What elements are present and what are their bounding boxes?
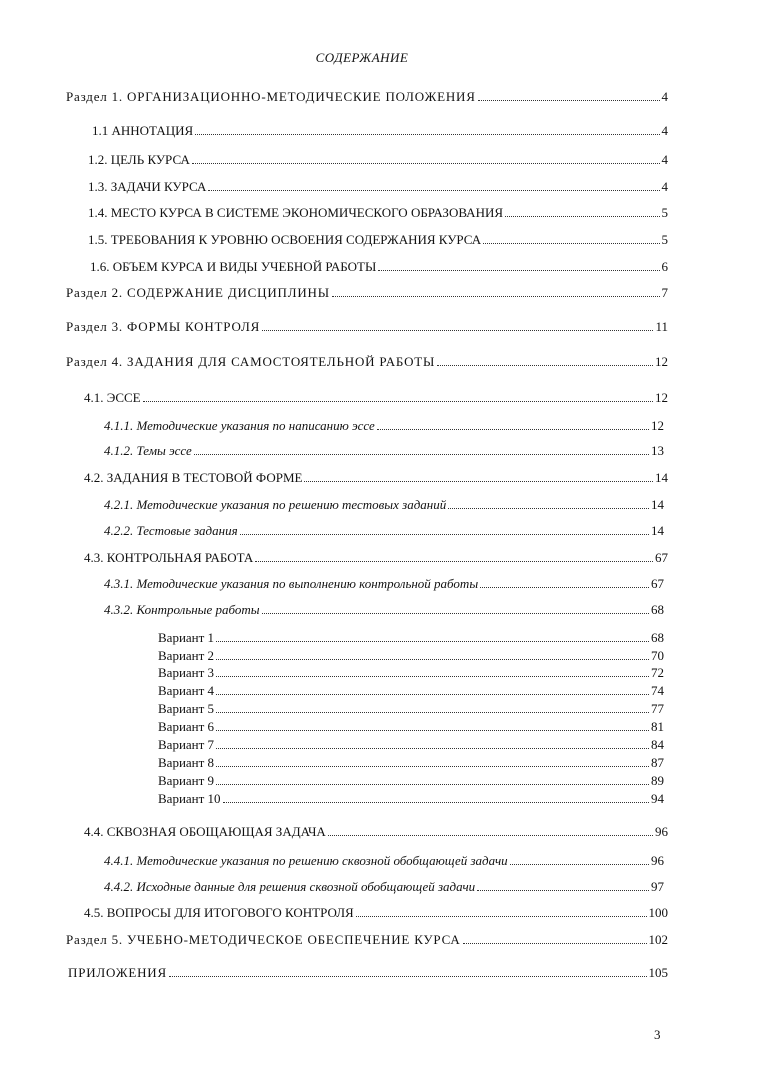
toc-entry-label: Раздел 1. ОРГАНИЗАЦИОННО-МЕТОДИЧЕСКИЕ ПОЛОЖЕНИЯ bbox=[66, 89, 476, 104]
toc-entry[interactable] bbox=[84, 904, 668, 922]
dot-leader bbox=[143, 389, 653, 402]
dot-leader bbox=[216, 772, 649, 785]
toc-entry-label: Раздел 4. ЗАДАНИЯ ДЛЯ САМОСТОЯТЕЛЬНОЙ РАБОТЫ bbox=[66, 354, 436, 369]
toc-entry-label: 4.4.1. Методические указания по решению сквозной обобщающей задачи bbox=[104, 853, 508, 868]
toc-entry-label: Вариант 4 bbox=[158, 683, 215, 698]
toc-entry-page: 4 bbox=[661, 89, 668, 104]
toc-entry-page: 84 bbox=[651, 737, 664, 752]
toc-entry[interactable] bbox=[104, 417, 664, 435]
toc-entry-label: Раздел 3. ФОРМЫ КОНТРОЛЯ bbox=[66, 319, 261, 334]
toc-entry[interactable] bbox=[66, 318, 668, 336]
toc-entry-label: 4.3. КОНТРОЛЬНАЯ РАБОТА bbox=[84, 550, 254, 565]
toc-entry-page: 5 bbox=[661, 205, 668, 220]
toc-entry[interactable] bbox=[88, 204, 668, 222]
toc-entry-label: Вариант 5 bbox=[158, 701, 215, 716]
toc-entry[interactable] bbox=[66, 353, 668, 371]
dot-leader bbox=[216, 664, 649, 677]
toc-entry-page: 100 bbox=[648, 905, 668, 920]
dot-leader bbox=[505, 204, 659, 217]
toc-entry[interactable] bbox=[104, 522, 664, 540]
toc-entry-label: 4.1. ЭССЕ bbox=[84, 390, 141, 405]
toc-entry[interactable] bbox=[104, 852, 664, 870]
dot-leader bbox=[332, 284, 660, 297]
toc-entry-page: 96 bbox=[655, 824, 668, 839]
toc-variant-entry[interactable] bbox=[158, 664, 664, 682]
toc-entry-page: 70 bbox=[651, 648, 664, 663]
toc-entry-page: 4 bbox=[661, 152, 668, 167]
toc-entry-page: 14 bbox=[651, 497, 664, 512]
toc-entry-page: 89 bbox=[651, 773, 664, 788]
toc-entry-label: Вариант 1 bbox=[158, 630, 215, 645]
dot-leader bbox=[223, 790, 649, 803]
toc-variant-entry[interactable] bbox=[158, 682, 664, 700]
toc-entry-label: Вариант 3 bbox=[158, 665, 215, 680]
page-number: 3 bbox=[654, 1027, 661, 1042]
toc-entry-label: 1.6. ОБЪЕМ КУРСА И ВИДЫ УЧЕБНОЙ РАБОТЫ bbox=[90, 259, 377, 274]
toc-entry[interactable] bbox=[88, 231, 668, 249]
toc-variant-entry[interactable] bbox=[158, 736, 664, 754]
dot-leader bbox=[240, 522, 649, 535]
toc-entry-page: 68 bbox=[651, 602, 664, 617]
dot-leader bbox=[216, 647, 649, 660]
toc-entry-label: 4.3.1. Методические указания по выполнению контрольной работы bbox=[104, 576, 479, 591]
toc-entry-page: 77 bbox=[651, 701, 664, 716]
toc-entry-page: 11 bbox=[655, 319, 668, 334]
toc-entry[interactable] bbox=[66, 931, 668, 949]
toc-variant-entry[interactable] bbox=[158, 700, 664, 718]
toc-entry-label: Вариант 10 bbox=[158, 791, 221, 806]
toc-entry-label: 1.3. ЗАДАЧИ КУРСА bbox=[88, 179, 207, 194]
toc-entry-page: 13 bbox=[651, 443, 664, 458]
toc-entry-label: Вариант 8 bbox=[158, 755, 215, 770]
toc-entry[interactable] bbox=[104, 601, 664, 619]
dot-leader bbox=[377, 417, 649, 430]
toc-entry-page: 81 bbox=[651, 719, 664, 734]
toc-entry-label: 4.2.2. Тестовые задания bbox=[104, 523, 238, 538]
dot-leader bbox=[478, 88, 660, 101]
toc-variant-entry[interactable] bbox=[158, 772, 664, 790]
toc-entry-label: 4.3.2. Контрольные работы bbox=[104, 602, 260, 617]
toc-entry-page: 67 bbox=[651, 576, 664, 591]
dot-leader bbox=[304, 469, 653, 482]
toc-entry-page: 97 bbox=[651, 879, 664, 894]
toc-entry-page: 12 bbox=[655, 354, 668, 369]
dot-leader bbox=[169, 964, 647, 977]
toc-entry[interactable] bbox=[90, 258, 668, 276]
dot-leader bbox=[378, 258, 659, 271]
dot-leader bbox=[463, 931, 647, 944]
dot-leader bbox=[477, 878, 649, 891]
toc-entry-page: 4 bbox=[661, 179, 668, 194]
dot-leader bbox=[448, 496, 649, 509]
dot-leader bbox=[437, 353, 653, 366]
toc-entry-page: 72 bbox=[651, 665, 664, 680]
toc-entry-label: 4.1.1. Методические указания по написанию эссе bbox=[104, 418, 375, 433]
dot-leader bbox=[216, 700, 649, 713]
toc-variant-entry[interactable] bbox=[158, 790, 664, 808]
dot-leader bbox=[216, 682, 649, 695]
toc-entry-label: 4.4. СКВОЗНАЯ ОБОЩАЮЩАЯ ЗАДАЧА bbox=[84, 824, 326, 839]
toc-entry-label: Раздел 5. УЧЕБНО-МЕТОДИЧЕСКОЕ ОБЕСПЕЧЕНИЕ КУРСА bbox=[66, 932, 461, 947]
toc-entry[interactable] bbox=[84, 549, 668, 567]
toc-entry-page: 12 bbox=[651, 418, 664, 433]
dot-leader bbox=[328, 823, 653, 836]
toc-entry-label: ПРИЛОЖЕНИЯ bbox=[68, 965, 167, 980]
toc-entry-page: 96 bbox=[651, 853, 664, 868]
dot-leader bbox=[262, 601, 649, 614]
dot-leader bbox=[262, 318, 653, 331]
toc-entry-page: 67 bbox=[655, 550, 668, 565]
toc-entry-label: 4.2. ЗАДАНИЯ В ТЕСТОВОЙ ФОРМЕ bbox=[84, 470, 303, 485]
toc-entry-page: 5 bbox=[661, 232, 668, 247]
dot-leader bbox=[216, 718, 649, 731]
toc-variant-entry[interactable] bbox=[158, 718, 664, 736]
toc-entry-page: 68 bbox=[651, 630, 664, 645]
toc-entry-label: Вариант 2 bbox=[158, 648, 215, 663]
toc-entry-page: 87 bbox=[651, 755, 664, 770]
dot-leader bbox=[195, 122, 659, 135]
dot-leader bbox=[192, 151, 660, 164]
toc-entry[interactable] bbox=[84, 389, 668, 407]
toc-variant-entry[interactable] bbox=[158, 754, 664, 772]
toc-entry-label: Вариант 6 bbox=[158, 719, 215, 734]
toc-entry[interactable] bbox=[84, 823, 668, 841]
toc-entry[interactable] bbox=[66, 284, 668, 302]
toc-entry-label: 4.1.2. Темы эссе bbox=[104, 443, 192, 458]
dot-leader bbox=[510, 852, 649, 865]
toc-entry-page: 105 bbox=[648, 965, 668, 980]
toc-entry-label: 1.5. ТРЕБОВАНИЯ К УРОВНЮ ОСВОЕНИЯ СОДЕРЖАНИЯ КУРСА bbox=[88, 232, 482, 247]
dot-leader bbox=[208, 178, 659, 191]
toc-entry-label: Раздел 2. СОДЕРЖАНИЕ ДИСЦИПЛИНЫ bbox=[66, 285, 330, 300]
toc-entry[interactable] bbox=[92, 122, 668, 140]
dot-leader bbox=[255, 549, 653, 562]
toc-entry-page: 94 bbox=[651, 791, 664, 806]
toc-entry-page: 14 bbox=[651, 523, 664, 538]
toc-entry-page: 7 bbox=[661, 285, 668, 300]
dot-leader bbox=[216, 736, 649, 749]
toc-entry-label: 1.2. ЦЕЛЬ КУРСА bbox=[88, 152, 190, 167]
toc-entry[interactable] bbox=[88, 178, 668, 196]
toc-entry-label: 1.4. МЕСТО КУРСА В СИСТЕМЕ ЭКОНОМИЧЕСКОГО ОБРАЗОВАНИЯ bbox=[88, 205, 504, 220]
toc-entry[interactable] bbox=[104, 496, 664, 514]
toc-variant-entry[interactable] bbox=[158, 629, 664, 647]
toc-entry[interactable] bbox=[66, 88, 668, 106]
toc-entry-page: 74 bbox=[651, 683, 664, 698]
toc-entry[interactable] bbox=[104, 878, 664, 896]
toc-entry-label: 4.5. ВОПРОСЫ ДЛЯ ИТОГОВОГО КОНТРОЛЯ bbox=[84, 905, 354, 920]
toc-entry-page: 12 bbox=[655, 390, 668, 405]
toc-variant-entry[interactable] bbox=[158, 647, 664, 665]
dot-leader bbox=[216, 629, 649, 642]
toc-entry-page: 4 bbox=[661, 123, 668, 138]
dot-leader bbox=[356, 904, 647, 917]
toc-entry-label: Вариант 7 bbox=[158, 737, 215, 752]
toc-entry-page: 14 bbox=[655, 470, 668, 485]
toc-entry[interactable] bbox=[84, 469, 668, 487]
toc-entry-label: 1.1 АННОТАЦИЯ bbox=[92, 123, 194, 138]
toc-entry-label: Вариант 9 bbox=[158, 773, 215, 788]
dot-leader bbox=[216, 754, 649, 767]
dot-leader bbox=[483, 231, 659, 244]
page-title: СОДЕРЖАНИЕ bbox=[315, 50, 409, 65]
toc-entry[interactable] bbox=[104, 442, 664, 460]
toc-entry-page: 102 bbox=[648, 932, 668, 947]
toc-entry[interactable] bbox=[104, 575, 664, 593]
toc-entry[interactable] bbox=[88, 151, 668, 169]
dot-leader bbox=[194, 442, 649, 455]
dot-leader bbox=[480, 575, 649, 588]
toc-entry-label: 4.2.1. Методические указания по решению тестовых заданий bbox=[104, 497, 447, 512]
toc-entry-label: 4.4.2. Исходные данные для решения сквозной обобщающей задачи bbox=[104, 879, 476, 894]
toc-entry[interactable] bbox=[68, 964, 668, 982]
toc-entry-page: 6 bbox=[661, 259, 668, 274]
